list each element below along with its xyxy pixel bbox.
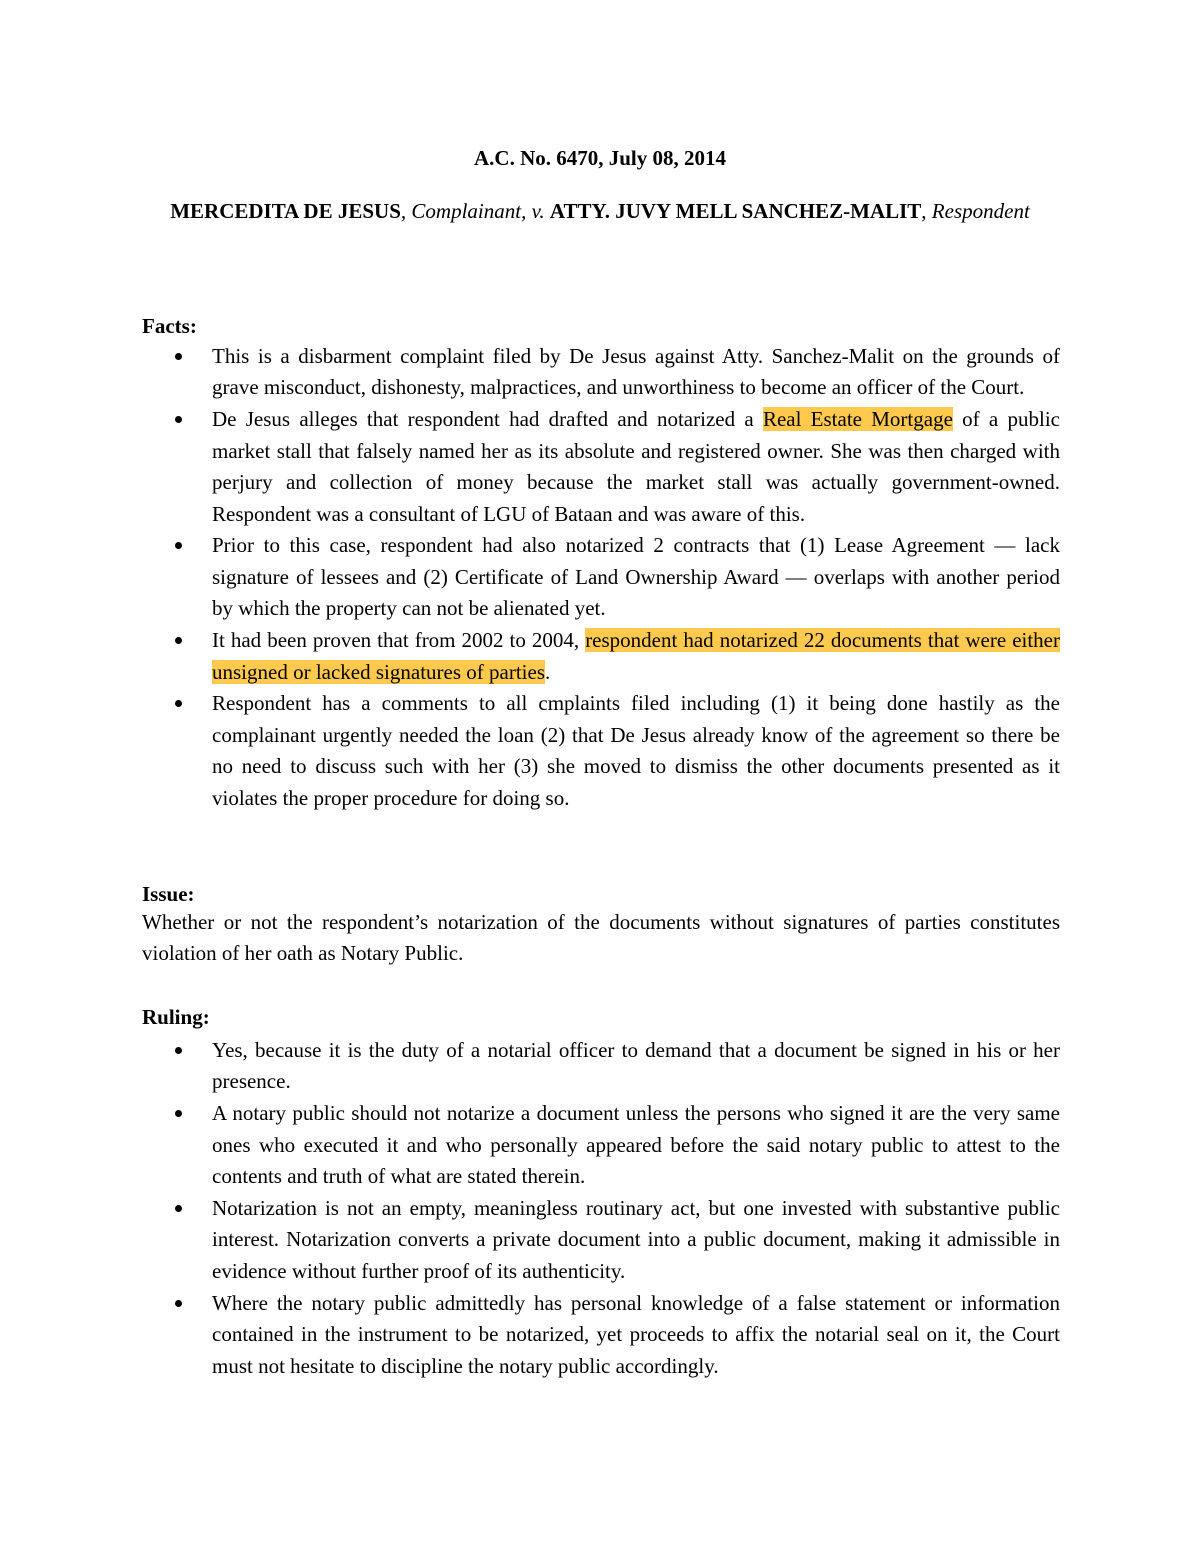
bullet-icon: [175, 700, 182, 707]
ruling-item-text: Notarization is not an empty, meaningless routinary act, but one invested with substantive public interest. Notarization converts a private document into a public document, making it admissible in evidence without further proof of its authenticity.: [212, 1196, 1060, 1283]
bullet-icon: [175, 353, 182, 360]
ruling-heading: Ruling:: [142, 1005, 210, 1029]
complainant-role: Complainant, v.: [411, 199, 545, 223]
bullet-icon: [175, 1205, 182, 1212]
ruling-item: [142, 1288, 1060, 1382]
ruling-item-text: Where the notary public admittedly has personal knowledge of a false statement or information contained in the instrument to be notarized, yet proceeds to affix the notarial seal on it, the Court must not hesitate to discipline the notary public accordingly.: [212, 1290, 1060, 1378]
bullet-icon: [175, 637, 182, 644]
bullet-icon: [175, 1300, 182, 1307]
respondent-role: Respondent: [931, 199, 1030, 223]
facts-list: [142, 341, 1060, 815]
facts-item-text: of a public market stall that falsely named her as its absolute and registered owner. She was then charged with perjury and collection of money because the market stall was actually government-owned. Respondent was a consultant of LGU of Bataan and was aware of this.: [212, 407, 1060, 526]
bullet-icon: [175, 542, 182, 549]
facts-item-text: .: [545, 659, 551, 684]
bullet-icon: [175, 1047, 182, 1054]
ruling-item: [142, 1035, 1060, 1098]
issue-text: Whether or not the respondent’s notarization of the documents without signatures of parties constitutes violation of her oath as Notary Public.: [142, 910, 1060, 966]
facts-heading: Facts:: [142, 314, 197, 338]
bullet-icon: [175, 416, 182, 423]
highlighted-text: Real Estate Mortgage: [762, 407, 953, 432]
ruling-list: [142, 1035, 1060, 1382]
facts-item: [142, 404, 1060, 530]
facts-item-text: Respondent has a comments to all cmplaints filed including (1) it being done hastily as the complainant urgently needed the loan (2) that De Jesus already know of the agreement so there be no need to discuss such with her (3) she moved to dismiss the other documents presented as it violates the proper procedure for doing so.: [212, 691, 1060, 810]
respondent-name: ATTY. JUVY MELL SANCHEZ-MALIT: [549, 199, 922, 223]
highlighted-text: respondent had notarized 22 documents that were either unsigned or lacked signatures of parties: [212, 628, 1060, 684]
facts-item: [142, 341, 1060, 404]
issue-heading: Issue:: [142, 882, 195, 906]
bullet-icon: [175, 1110, 182, 1117]
facts-item-text: It had been proven that from 2002 to 2004,: [212, 628, 586, 653]
ruling-item-text: A notary public should not notarize a document unless the persons who signed it are the very same ones who executed it and who personally appeared before the said notary public to attest to the contents and truth of what are stated therein.: [212, 1101, 1060, 1189]
facts-item: [142, 530, 1060, 624]
facts-item-text: This is a disbarment complaint filed by De Jesus against Atty. Sanchez-Malit on the grounds of grave misconduct, dishonesty, malpractices, and unworthiness to become an officer of the Court.: [212, 344, 1060, 400]
ruling-item: [142, 1193, 1060, 1287]
facts-item-text: Prior to this case, respondent had also notarized 2 contracts that (1) Lease Agreement — lack signature of lessees and (2) Certificate of Land Ownership Award — overlaps with another period by which the property can not be alienated yet.: [212, 533, 1060, 621]
facts-item: [142, 688, 1060, 814]
ruling-item: [142, 1098, 1060, 1192]
facts-item: [142, 625, 1060, 688]
ruling-item-text: Yes, because it is the duty of a notarial officer to demand that a document be signed in his or her presence.: [212, 1038, 1060, 1094]
case-title: A.C. No. 6470, July 08, 2014: [473, 146, 726, 170]
case-parties: MERCEDITA DE JESUS, Complainant, v. ATTY. JUVY MELL SANCHEZ-MALIT, Respondent: [170, 199, 1030, 223]
complainant-name: MERCEDITA DE JESUS: [170, 199, 401, 223]
facts-item-text: De Jesus alleges that respondent had drafted and notarized a: [212, 407, 763, 432]
